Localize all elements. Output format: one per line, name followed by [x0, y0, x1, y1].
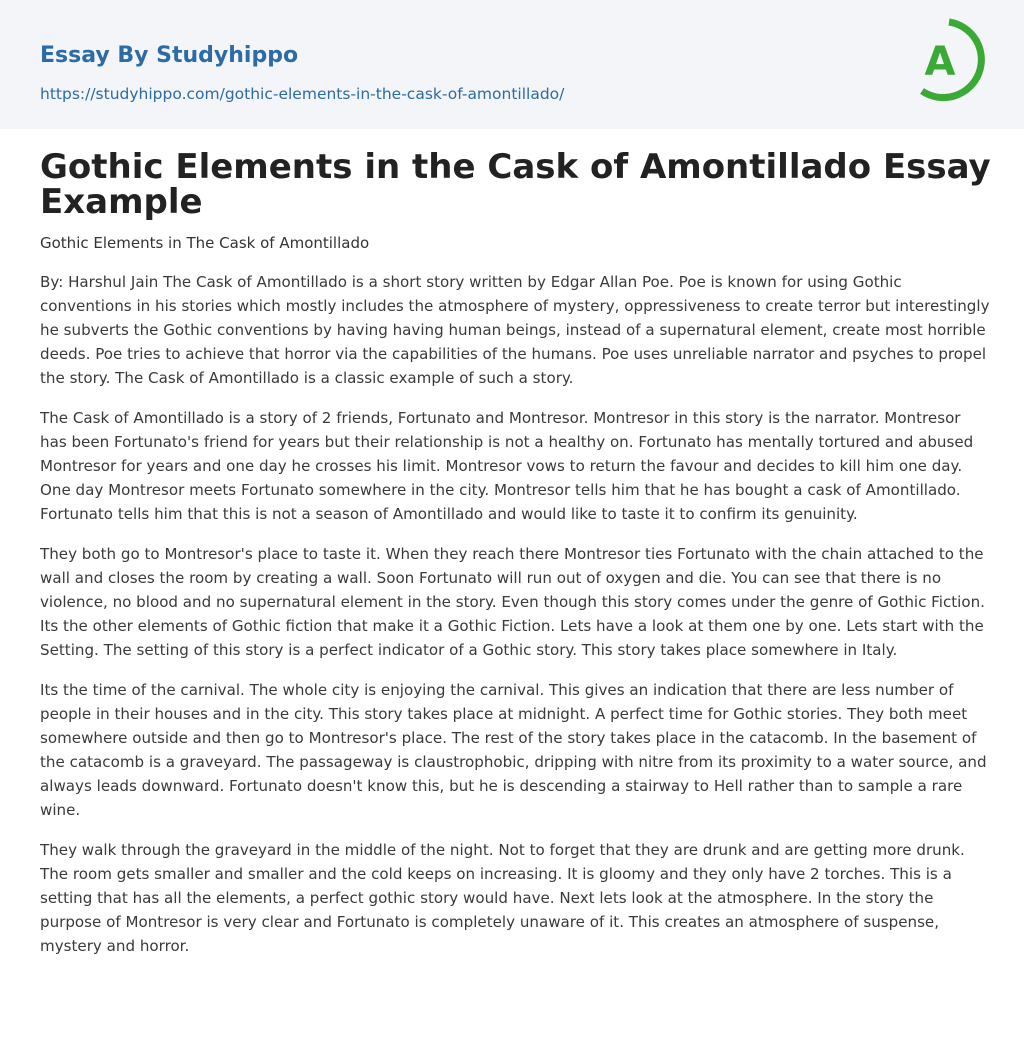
paragraph: Its the time of the carnival. The whole city is enjoying the carnival. This gives an indication that there are less number of people in their houses and in the city. This story takes place at midnight. A perfect time for Gothic stories. They both meet somewhere outside and then go to Montresor's place. The rest of the story takes place in the catacomb. In the basement of the catacomb is a graveyard. The passageway is claustrophobic, dripping with nitre from its proximity to a water source, and always leads downward. Fortunato doesn't know this, but he is descending a stairway to Hell rather than to sample a rare wine. — [40, 681, 987, 819]
site-brand[interactable]: Essay By Studyhippo — [40, 43, 299, 68]
page-url-link[interactable]: https://studyhippo.com/gothic-elements-in-the-cask-of-amontillado/ — [40, 85, 565, 103]
site-header — [0, 0, 1024, 129]
logo-letter: A — [924, 39, 956, 85]
studyhippo-logo-icon[interactable] — [909, 18, 989, 106]
paragraph: They walk through the graveyard in the middle of the night. Not to forget that they are drunk and are getting more drunk. The room gets smaller and smaller and the cold keeps on increasing. It is gloomy and they only have 2 torches. This is a setting that has all the elements, a perfect gothic story would have. Next lets look at the atmosphere. In the story the purpose of Montresor is very clear and Fortunato is completely unaware of it. This creates an atmosphere of suspense, mystery and horror. — [40, 841, 965, 955]
page-title: Gothic Elements in the Cask of Amontillado Essay Example — [40, 147, 991, 222]
article-subtitle: Gothic Elements in The Cask of Amontillado — [40, 234, 370, 252]
paragraph: By: Harshul Jain The Cask of Amontillado is a short story written by Edgar Allan Poe. Poe is known for using Gothic conventions in his stories which mostly includes the atmosphere of mystery, oppressiveness to create terror but interestingly he subverts the Gothic conventions by having having human beings, instead of a supernatural element, create most horrible deeds. Poe tries to achieve that horror via the capabilities of the humans. Poe uses unreliable narrator and psyches to propel the story. The Cask of Amontillado is a classic example of such a story. — [40, 273, 990, 387]
article-body — [40, 270, 990, 974]
paragraph: The Cask of Amontillado is a story of 2 friends, Fortunato and Montresor. Montresor in this story is the narrator. Montresor has been Fortunato's friend for years but their relationship is not a healthy on. Fortunato has mentally tortured and abused Montresor for years and one day he crosses his limit. Montresor vows to return the favour and decides to kill him one day. One day Montresor meets Fortunato somewhere in the city. Montresor tells him that he has bought a cask of Amontillado. Fortunato tells him that this is not a season of Amontillado and would like to taste it to confirm its genuinity. — [40, 409, 974, 523]
paragraph: They both go to Montresor's place to taste it. When they reach there Montresor ties Fortunato with the chain attached to the wall and closes the room by creating a wall. Soon Fortunato will run out of oxygen and die. You can see that there is no violence, no blood and no supernatural element in the story. Even though this story comes under the genre of Gothic Fiction. Its the other elements of Gothic fiction that make it a Gothic Fiction. Lets have a look at them one by one. Lets start with the Setting. The setting of this story is a perfect indicator of a Gothic story. This story takes place somewhere in Italy. — [40, 545, 985, 659]
